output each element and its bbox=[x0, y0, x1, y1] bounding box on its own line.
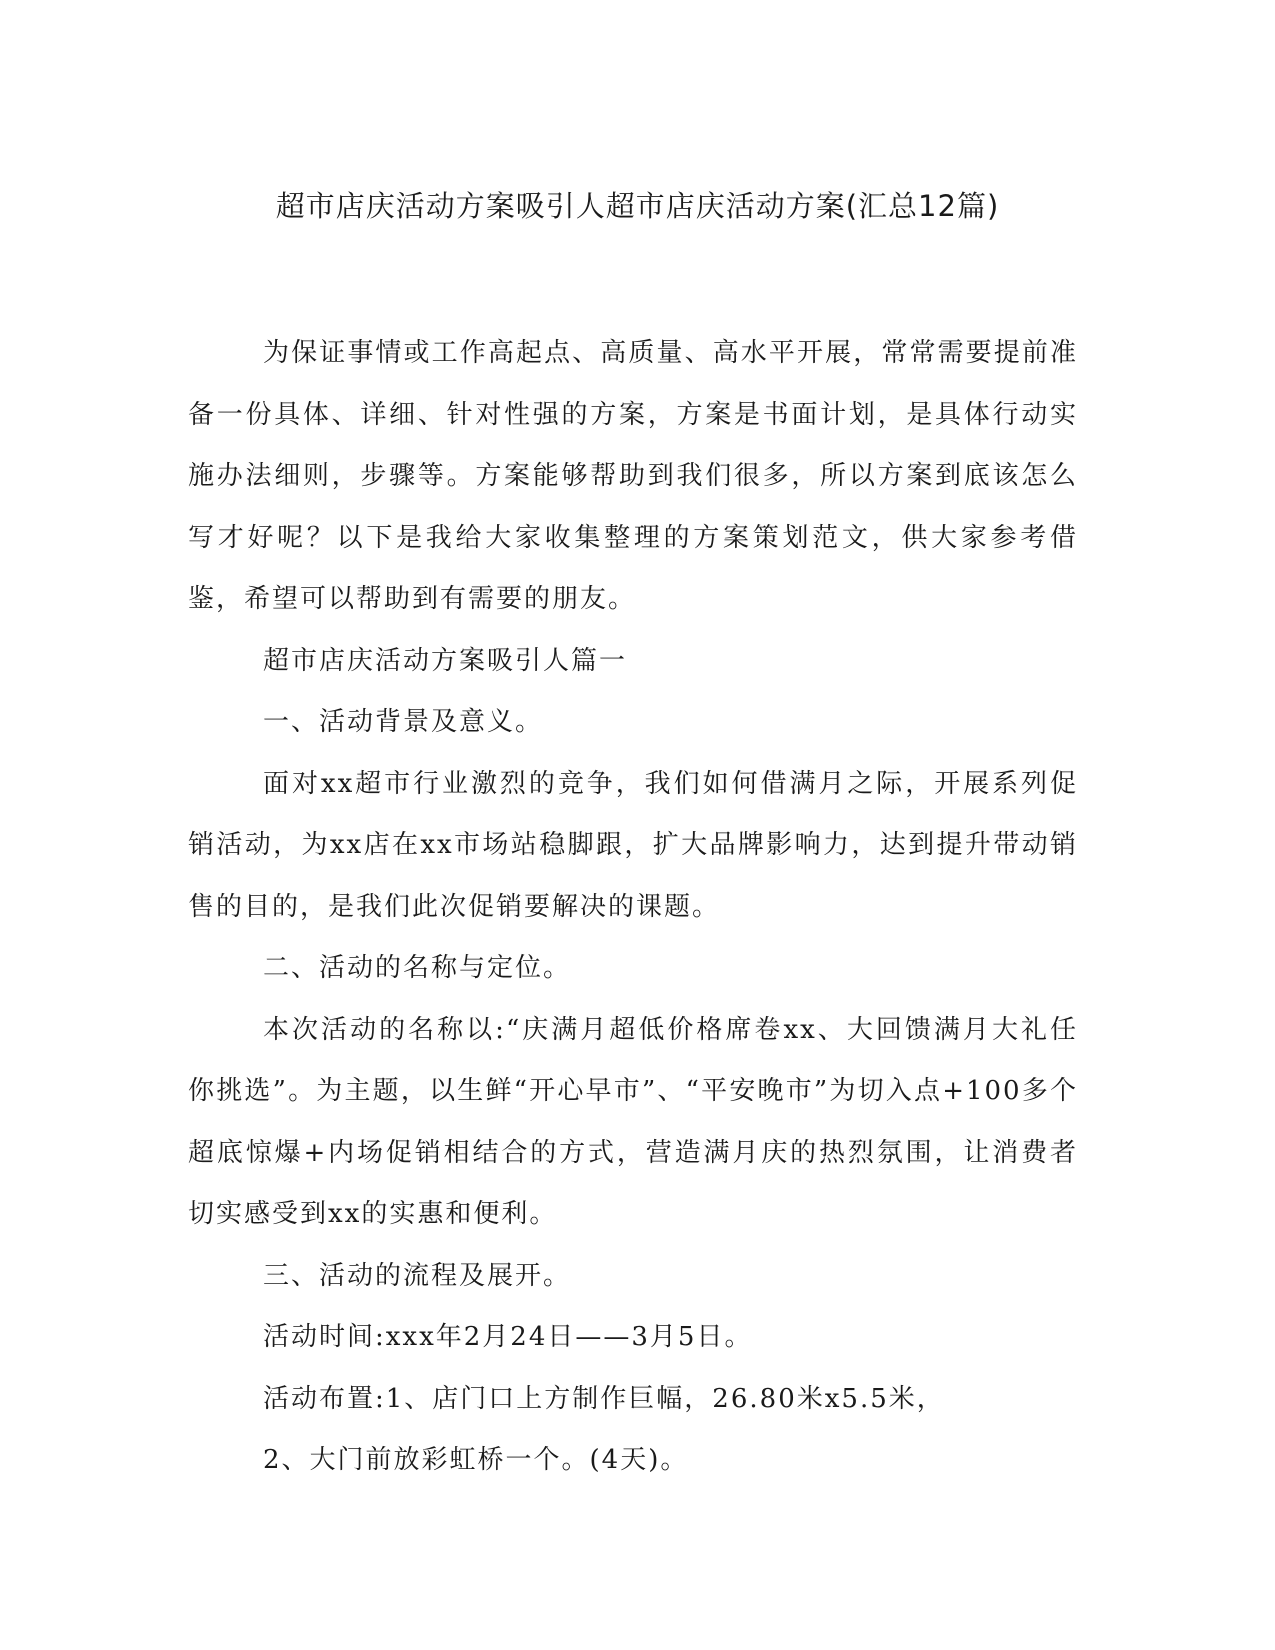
activity-layout-item-2: 2、大门前放彩虹桥一个。(4天)。 bbox=[263, 1445, 689, 1475]
subheading-process: 三、活动的流程及展开。 bbox=[263, 1260, 572, 1291]
subheading-name-positioning: 二、活动的名称与定位。 bbox=[263, 953, 572, 983]
intro-paragraph: 为保证事情或工作高起点、高质量、高水平开展，常常需要提前准备一份具体、详细、针对性强的方案，方案是书面计划，是具体行动实施办法细则，步骤等。方案能够帮助到我们很多，所以方案到底该怎么写才好呢？以下是我给大家收集整理的方案策划范文，供大家参考借鉴，希望可以帮助到有需要的朋友。 bbox=[188, 338, 1078, 614]
section-heading: 超市店庆活动方案吸引人篇一 bbox=[263, 645, 628, 676]
document-body bbox=[188, 323, 1078, 1492]
activity-layout-item-1: 活动布置:1、店门口上方制作巨幅，26.80米x5.5米， bbox=[263, 1383, 945, 1414]
background-paragraph: 面对xx超市行业激烈的竞争，我们如何借满月之际，开展系列促销活动，为xx店在xx市场站稳脚跟，扩大品牌影响力，达到提升带动销售的目的，是我们此次促销要解决的课题。 bbox=[188, 768, 1078, 922]
document-title: 超市店庆活动方案吸引人超市店庆活动方案(汇总12篇) bbox=[275, 189, 1000, 223]
activity-time: 活动时间:xxx年2月24日——3月5日。 bbox=[263, 1322, 753, 1352]
subheading-background: 一、活动背景及意义。 bbox=[263, 707, 544, 737]
name-positioning-paragraph: 本次活动的名称以:“庆满月超低价格席卷xx、大回馈满月大礼任你挑选”。为主题，以生鲜“开心早市”、“平安晚市”为切入点+100多个超底惊爆+内场促销相结合的方式，营造满月庆的热烈氛围，让消费者切实感受到xx的实惠和便利。 bbox=[188, 1014, 1078, 1229]
